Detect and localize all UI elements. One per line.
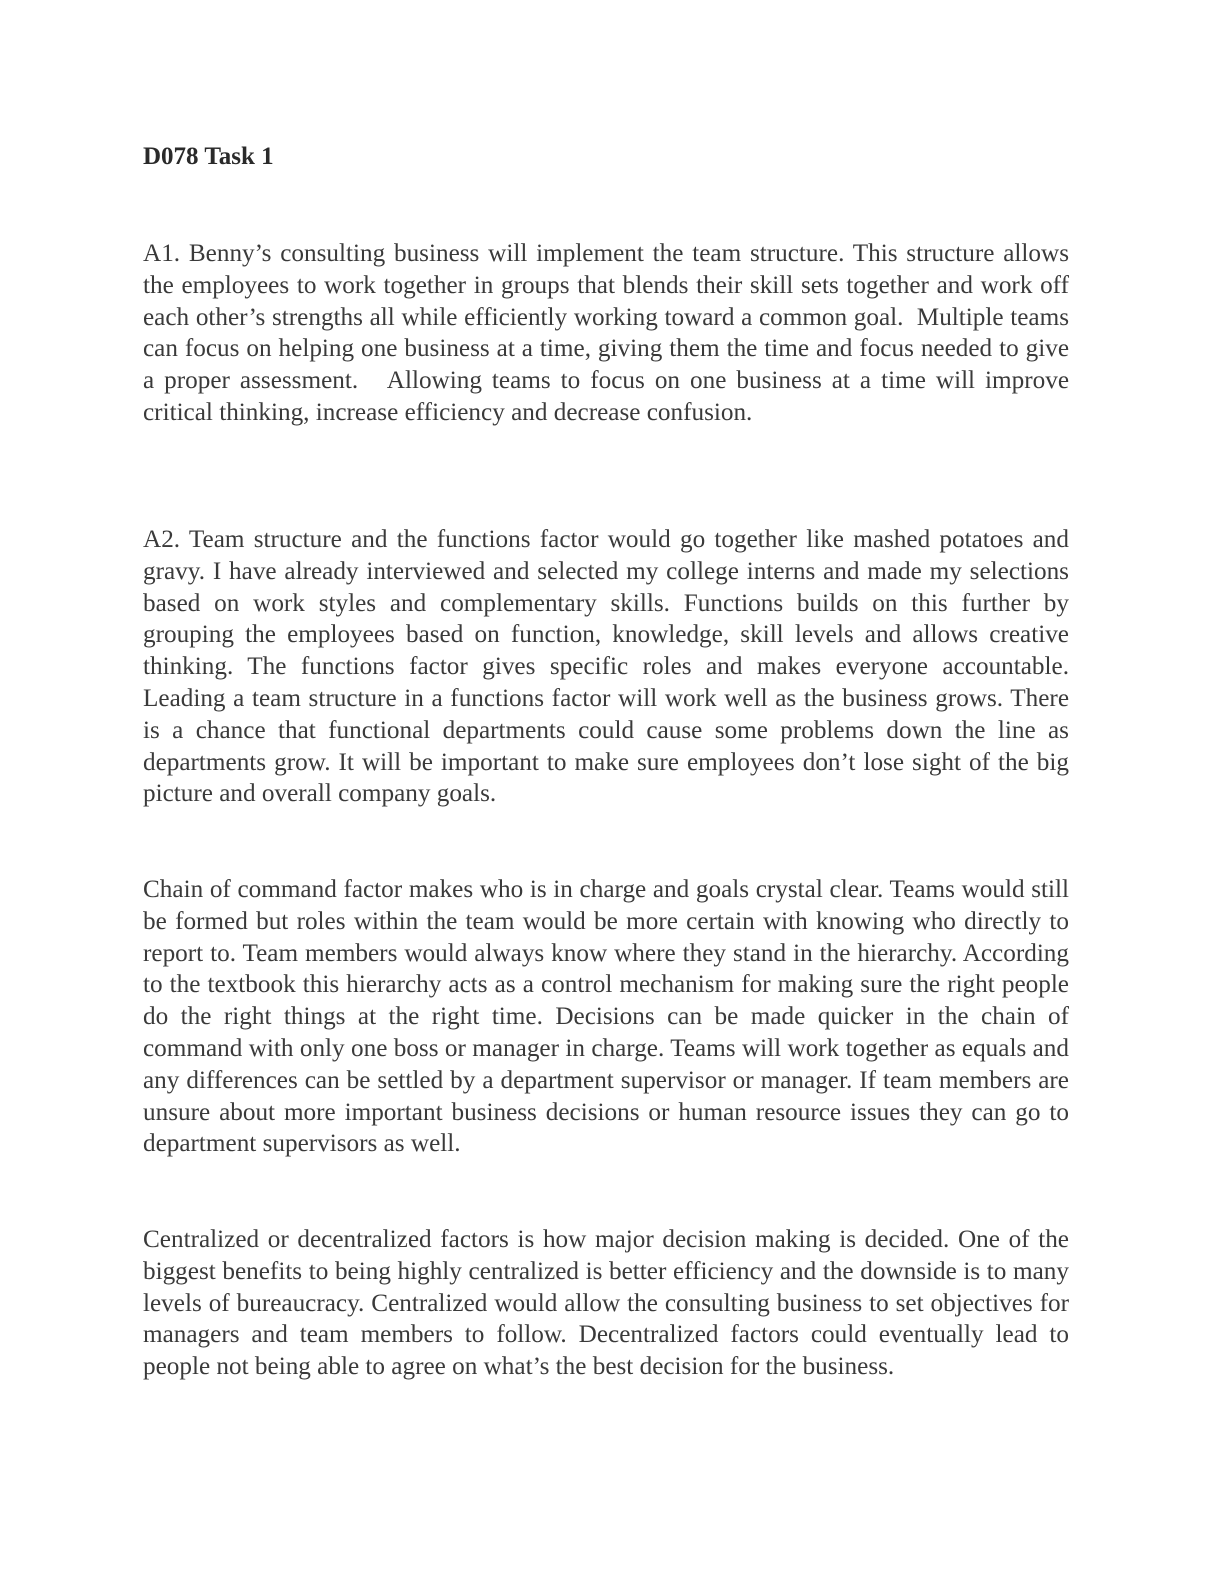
document-title: D078 Task 1 bbox=[143, 143, 274, 170]
paragraph-chain-of-command: Chain of command factor makes who is in charge and goals crystal clear. Teams would still be formed but roles within the team would be more certain with knowing who directly to report to. Team members would always know where they stand in the hierarchy. According to the textbook this hierarchy acts as a control mechanism for making sure the right people do the right things at the right time. Decisions can be made quicker in the chain of command with only one boss or manager in charge. Teams will work together as equals and any differences can be settled by a department supervisor or manager. If team members are unsure about more important business decisions or human resource issues they can go to department supervisors as well. bbox=[143, 876, 1076, 1158]
paragraph-centralized: Centralized or decentralized factors is how major decision making is decided. One of the biggest benefits to being highly centralized is better efficiency and the downside is to many levels of bureaucracy. Centralized would allow the consulting business to set objectives for managers and team members to follow. Decentralized factors could eventually lead to people not being able to agree on what’s the best decision for the business. bbox=[143, 1226, 1076, 1381]
paragraph-a2: A2. Team structure and the functions factor would go together like mashed potatoes and gravy. I have already interviewed and selected my college interns and made my selections based on work styles and complementary skills. Functions builds on this further by grouping the employees based on function, knowledge, skill levels and allows creative thinking. The functions factor gives specific roles and makes everyone accountable. Leading a team structure in a functions factor will work well as the business grows. There is a chance that functional departments could cause some problems down the line as departments grow. It will be important to make sure employees don’t lose sight of the big picture and overall company goals. bbox=[143, 526, 1076, 808]
paragraph-a1: A1. Benny’s consulting business will implement the team structure. This structure allows the employees to work together in groups that blends their skill sets together and work off each other’s strengths all while efficiently working toward a common goal. Multiple teams can focus on helping one business at a time, giving them the time and focus needed to give a proper assessment. Allowing teams to focus on one business at a time will improve critical thinking, increase efficiency and decrease confusion. bbox=[143, 240, 1076, 426]
